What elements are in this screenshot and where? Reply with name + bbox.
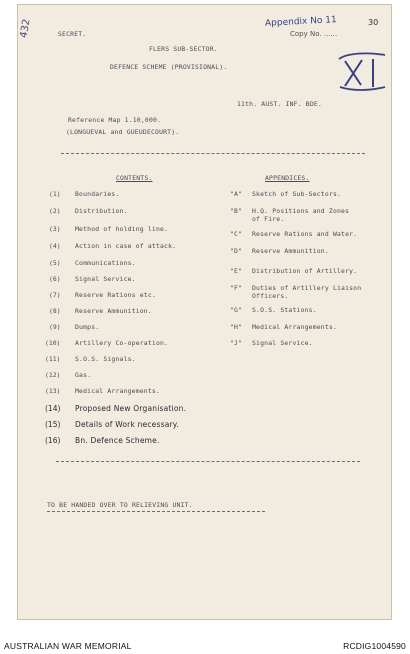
list-item-number: (3)	[49, 225, 61, 233]
list-item-number: (4)	[49, 242, 61, 250]
list-item: Method of holding line.	[75, 225, 169, 233]
appendix-item: Reserve Rations and Water.	[252, 230, 358, 238]
list-item-number: (11)	[45, 355, 61, 363]
list-item: Artillery Co-operation.	[75, 339, 169, 347]
list-item-number: (16)	[45, 436, 61, 445]
divider	[61, 153, 365, 154]
appendix-item: H.Q. Positions and Zones	[252, 207, 350, 215]
contents-heading: CONTENTS.	[116, 174, 153, 182]
list-item: Medical Arrangements.	[75, 387, 160, 395]
list-item: Signal Service.	[75, 275, 136, 283]
list-item-number: (14)	[45, 404, 61, 413]
list-item-number: (1)	[49, 190, 61, 198]
copy-number: Copy No. ......	[290, 30, 338, 38]
appendix-key: "B"	[230, 207, 243, 215]
appendix-item: Medical Arrangements.	[252, 323, 337, 331]
appendices-heading: APPENDICES.	[265, 174, 310, 182]
list-item: Reserve Ammunition.	[75, 307, 152, 315]
footer-source: AUSTRALIAN WAR MEMORIAL	[4, 641, 132, 651]
appendix-item: S.O.S. Stations.	[252, 306, 317, 314]
list-item-number: (12)	[45, 371, 61, 379]
list-item-number: (13)	[45, 387, 61, 395]
appendix-key: "E"	[230, 267, 243, 275]
list-item: Bn. Defence Scheme.	[75, 436, 160, 445]
appendix-item-cont: of Fire.	[252, 215, 285, 223]
appendix-key: "H"	[230, 323, 243, 331]
scheme-title: DEFENCE SCHEME (PROVISIONAL).	[110, 63, 228, 71]
handover-note: TO BE HANDED OVER TO RELIEVING UNIT.	[47, 501, 193, 509]
list-item: Details of Work necessary.	[75, 420, 179, 429]
roman-numeral-mark	[337, 49, 387, 95]
list-item-number: (15)	[45, 420, 61, 429]
appendix-item: Distribution of Artillery.	[252, 267, 358, 275]
list-item-number: (6)	[49, 275, 61, 283]
appendix-item: Duties of Artillery Liaison	[252, 284, 362, 292]
appendix-item: Reserve Ammunition.	[252, 247, 329, 255]
appendix-item: Signal Service.	[252, 339, 313, 347]
appendix-key: "A"	[230, 190, 243, 198]
secret-label: SECRET.	[58, 30, 87, 38]
reference-area: (LONGUEVAL and GUEUDECOURT).	[66, 128, 180, 136]
handover-underline	[47, 511, 265, 512]
list-item-number: (7)	[49, 291, 61, 299]
footer-id: RCDIG1004590	[343, 641, 406, 651]
list-item: Distribution.	[75, 207, 128, 215]
list-item-number: (2)	[49, 207, 61, 215]
stamp-number: 432	[18, 18, 33, 39]
divider	[56, 461, 360, 462]
list-item-number: (9)	[49, 323, 61, 331]
folio-number: 30	[368, 18, 379, 27]
appendix-note: Appendix No 11	[264, 15, 337, 29]
document-page	[17, 4, 392, 620]
list-item: Reserve Rations etc.	[75, 291, 156, 299]
reference-map: Reference Map 1.10,000.	[68, 116, 162, 124]
list-item-number: (8)	[49, 307, 61, 315]
list-item: Boundaries.	[75, 190, 120, 198]
list-item: Proposed New Organisation.	[75, 404, 187, 413]
appendix-key: "F"	[230, 284, 243, 292]
list-item: Gas.	[75, 371, 92, 379]
appendix-key: "G"	[230, 306, 243, 314]
list-item: Dumps.	[75, 323, 100, 331]
list-item: Communications.	[75, 259, 136, 267]
appendix-key: "D"	[230, 247, 243, 255]
appendix-item-cont: Officers.	[252, 292, 289, 300]
brigade-date: 11th. AUST. INF. BDE.	[237, 100, 322, 108]
appendix-key: "J"	[230, 339, 243, 347]
list-item-number: (10)	[45, 339, 61, 347]
list-item: S.O.S. Signals.	[75, 355, 136, 363]
list-item-number: (5)	[49, 259, 61, 267]
list-item: Action in case of attack.	[75, 242, 177, 250]
sector-title: FLERS SUB-SECTOR.	[149, 45, 218, 53]
appendix-key: "C"	[230, 230, 243, 238]
appendix-item: Sketch of Sub-Sectors.	[252, 190, 342, 198]
